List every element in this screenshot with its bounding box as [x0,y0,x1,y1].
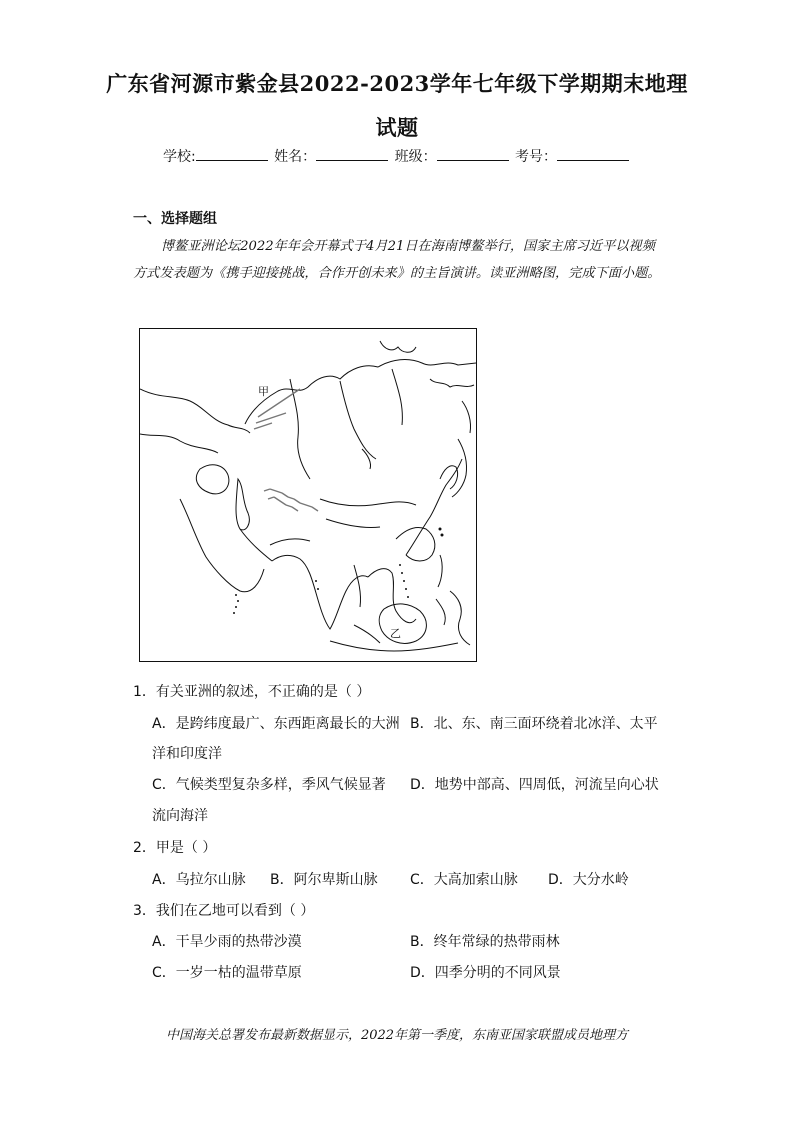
q1-option-d-cont: 流向海洋 [152,808,208,824]
school-blank[interactable] [196,146,268,161]
asia-map [139,328,477,662]
exam-title-line2: 试题 [375,115,419,140]
exam-title-line1: 广东省河源市紫金县2022-2023学年七年级下学期期末地理 [106,71,688,96]
next-section-intro: 中国海关总署发布最新数据显示，2022年第一季度，东南亚国家联盟成员地理方 [165,1028,629,1043]
question-3-stem: 3．我们在乙地可以看到（ ） [133,903,315,919]
q1-option-d[interactable]: D．地势中部高、四周低，河流呈向心状 [410,777,659,793]
question-2-stem: 2．甲是（ ） [133,840,217,856]
q1-option-b[interactable]: B．北、东、南三面环绕着北冰洋、太平 [410,716,658,732]
exam-number-blank[interactable] [557,146,629,161]
class-label: 班级： [394,149,437,165]
map-label-yi: 乙 [390,627,401,640]
name-blank[interactable] [316,146,388,161]
asia-map-drawing [140,329,476,661]
section-intro: 博鳌亚洲论坛2022年年会开幕式于4月21日在海南博鳌举行，国家主席习近平以视频方式发表题为《携手迎接挑战，合作开创未来》的主旨演讲。读亚洲略图，完成下面小题。 [133,239,661,281]
q3-option-a[interactable]: A．干旱少雨的热带沙漠 [152,934,302,950]
q1-option-a[interactable]: A．是跨纬度最广、东西距离最长的大洲 [152,716,400,732]
q2-option-d[interactable]: D．大分水岭 [548,872,629,888]
map-label-jia: 甲 [258,385,269,398]
class-blank[interactable] [437,146,509,161]
q3-option-c[interactable]: C．一岁一枯的温带草原 [152,965,302,981]
q1-option-b-cont: 洋和印度洋 [152,746,222,762]
section-heading: 一、选择题组 [133,211,217,227]
name-label: 姓名： [274,149,317,165]
q3-option-b[interactable]: B．终年常绿的热带雨林 [410,934,560,950]
question-1-stem: 1．有关亚洲的叙述，不正确的是（ ） [133,684,371,700]
q2-option-c[interactable]: C．大高加索山脉 [410,872,518,888]
q3-option-d[interactable]: D．四季分明的不同风景 [410,965,561,981]
q1-option-c[interactable]: C．气候类型复杂多样，季风气候显著 [152,777,386,793]
q2-option-b[interactable]: B．阿尔卑斯山脉 [270,872,378,888]
school-label: 学校: [162,149,196,165]
q2-option-a[interactable]: A．乌拉尔山脉 [152,872,246,888]
student-info-row [0,146,794,166]
exam-number-label: 考号： [515,149,558,165]
